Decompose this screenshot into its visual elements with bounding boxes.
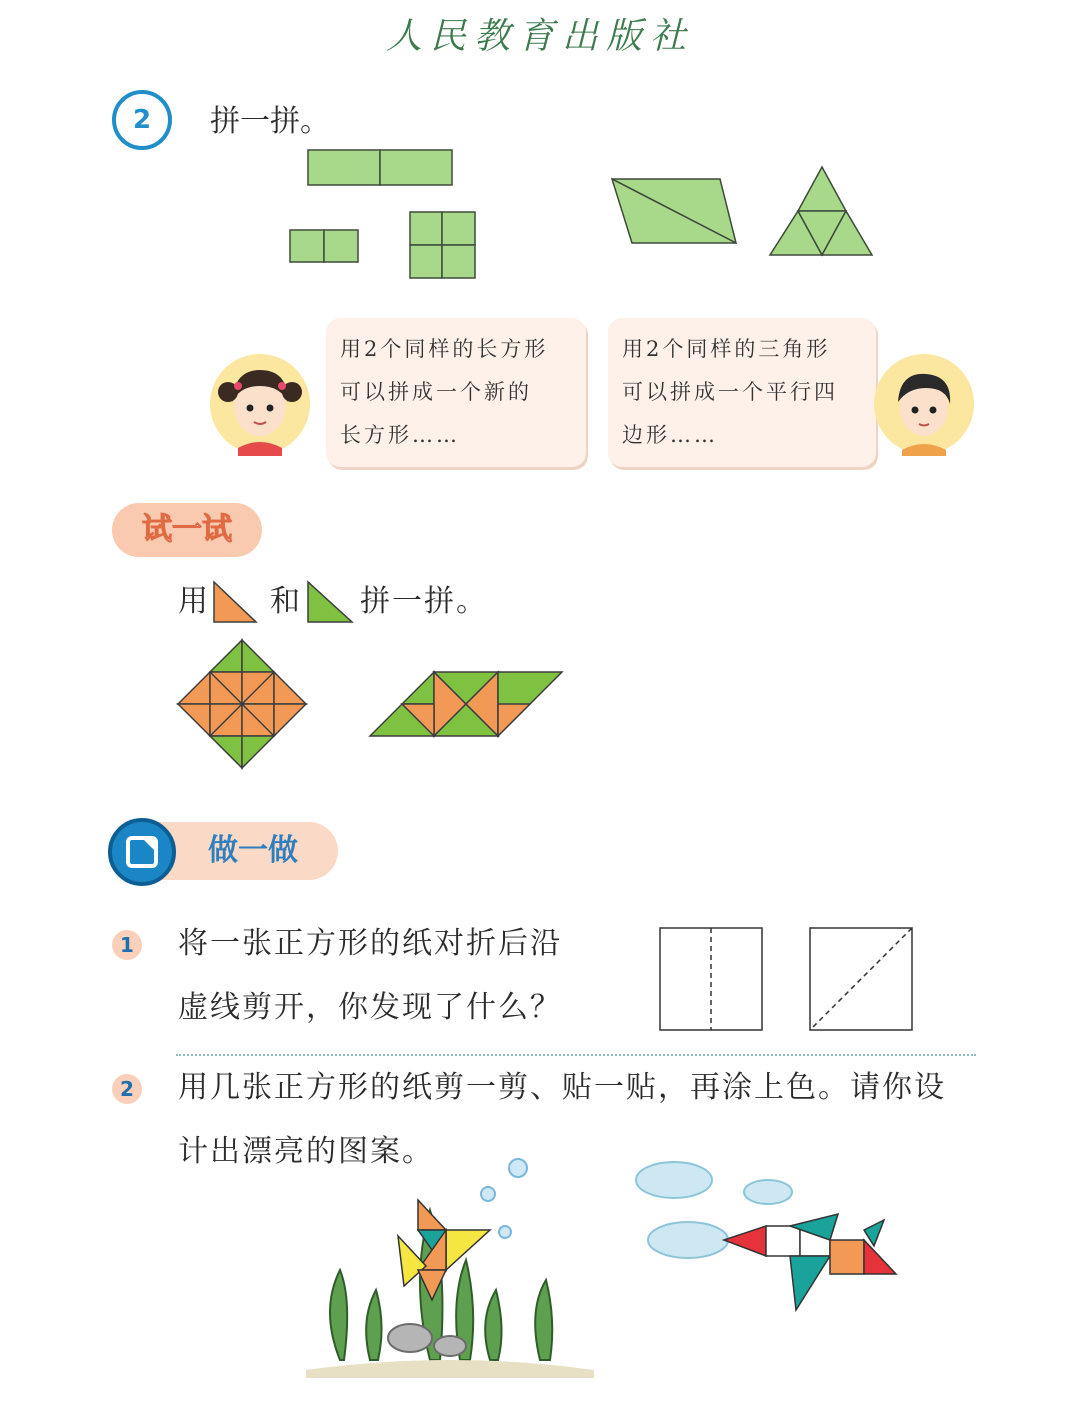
girl-speech-line-1: 用2个同样的长方形 — [340, 337, 549, 361]
fold-square-vertical — [658, 926, 766, 1034]
section-number-badge: 2 — [112, 90, 172, 150]
boy-speech-bubble — [608, 318, 876, 467]
do-section-icon — [108, 818, 176, 886]
small-rect-left — [290, 230, 324, 262]
boy-speech-line-2: 可以拼成一个平行四 — [622, 380, 838, 404]
orange-triangle-icon — [210, 578, 260, 626]
square-bl — [410, 245, 442, 278]
diamond-tri-11 — [210, 736, 242, 768]
diamond-tri-6 — [274, 672, 306, 704]
diamond-tri-7 — [178, 704, 210, 736]
triangle-figures — [600, 155, 890, 265]
boy-speech-line-1: 用2个同样的三角形 — [622, 337, 831, 361]
boy-avatar — [872, 352, 976, 456]
try-section-label: 试一试 — [112, 503, 262, 557]
girl-avatar — [208, 352, 312, 456]
boy-speech-line-3: 边形…… — [622, 423, 718, 447]
try-instr-end: 拼一拼。 — [360, 584, 488, 619]
long-rect-left — [308, 150, 380, 185]
diamond-tri-1 — [210, 640, 242, 672]
item-1-line-1: 将一张正方形的纸对折后沿 — [178, 926, 562, 961]
diamond-pattern — [174, 636, 310, 772]
parallelogram-pattern — [366, 668, 566, 740]
diamond-tri-2 — [242, 640, 274, 672]
diamond-tri-3 — [178, 672, 210, 704]
square-br — [442, 245, 475, 278]
square-tr — [442, 212, 475, 245]
try-instr-and: 和 — [270, 584, 302, 619]
section-title: 拼一拼。 — [210, 104, 330, 139]
paper-icon — [112, 822, 172, 882]
fold-square-diagonal — [808, 926, 916, 1034]
big-triangle-top — [798, 167, 846, 211]
girl-speech-line-2: 可以拼成一个新的 — [340, 380, 532, 404]
rectangle-figures — [280, 140, 500, 290]
publisher-logo: 人民教育出版社 — [385, 16, 694, 57]
square-tl — [410, 212, 442, 245]
small-rect-right — [324, 230, 358, 262]
item-2-line-2: 计出漂亮的图案。 — [178, 1134, 434, 1169]
item-1-number: 1 — [112, 930, 142, 960]
item-1-line-2: 虚线剪开，你发现了什么？ — [178, 990, 562, 1025]
long-rect-right — [380, 150, 452, 185]
item-2-line-1: 用几张正方形的纸剪一剪、贴一贴，再涂上色。请你设 — [178, 1070, 946, 1105]
girl-speech-bubble — [326, 318, 586, 467]
diamond-tri-10 — [274, 704, 306, 736]
item-2-number: 2 — [112, 1074, 142, 1104]
diamond-tri-12 — [242, 736, 274, 768]
try-instr-use: 用 — [178, 584, 210, 619]
plane-clouds-illustration — [628, 1150, 918, 1320]
do-section-label: 做一做 — [118, 822, 338, 880]
green-triangle-icon — [304, 578, 356, 626]
girl-speech-line-3: 长方形…… — [340, 423, 460, 447]
fish-seaweed-illustration — [300, 1150, 600, 1380]
